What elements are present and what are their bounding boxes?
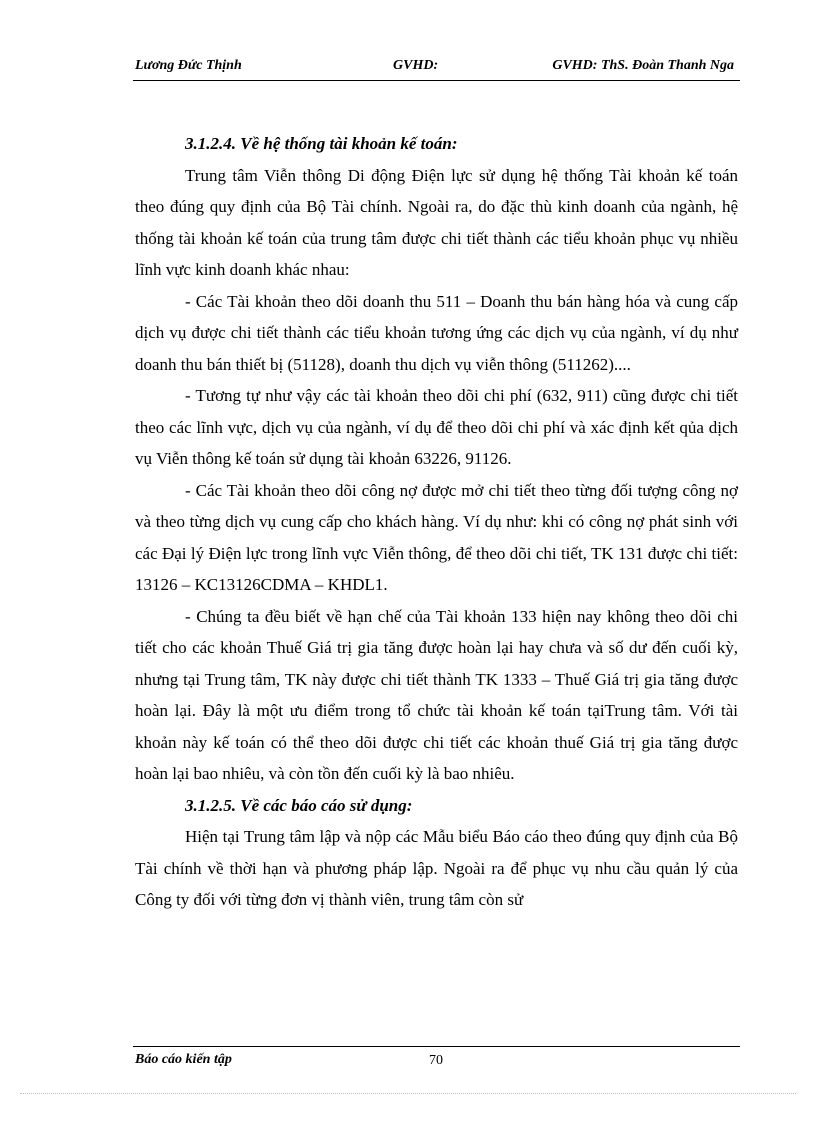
- section-heading-reports: 3.1.2.5. Về các báo cáo sử dụng:: [185, 795, 413, 815]
- section-heading-accounts: 3.1.2.4. Về hệ thống tài khoản kế toán:: [185, 134, 458, 153]
- paragraph-expense-accounts: - Tương tự như vậy các tài khoản theo dõi chi phí (632, 911) cũng được chi tiết theo các lĩnh vực, dịch vụ của ngành, ví dụ để theo dõi chi phí và xác định kết qủa dịch vụ Viễn thông kế toán sử dụng tài khoản 63226, 91126.: [135, 386, 738, 468]
- paragraph-intro: Trung tâm Viễn thông Di động Điện lực sử dụng hệ thống Tài khoản kế toán theo đúng quy định của Bộ Tài chính. Ngoài ra, do đặc thù kinh doanh của ngành, hệ thống tài khoản kế toán của trung tâm được chi tiết thành các tiểu khoản phục vụ nhiều lĩnh vực kinh doanh khác nhau:: [135, 165, 738, 279]
- paragraph-reports: Hiện tại Trung tâm lập và nộp các Mẫu biểu Báo cáo theo đúng quy định của Bộ Tài chính về thời hạn và phương pháp lập. Ngoài ra để phục vụ nhu cầu quản lý của Công ty đối với từng đơn vị thành viên, trung tâm còn sử: [135, 827, 738, 909]
- paragraph-revenue-accounts: - Các Tài khoản theo dõi doanh thu 511 – Doanh thu bán hàng hóa và cung cấp dịch vụ được chi tiết thành các tiểu khoản tương ứng các dịch vụ của ngành, ví dụ như doanh thu bán thiết bị (51128), doanh thu dịch vụ viễn thông (511262)....: [135, 291, 738, 374]
- page-edge-divider: [20, 1093, 796, 1094]
- header-gvhd-label: GVHD:: [393, 58, 439, 73]
- page-header: [133, 54, 740, 81]
- header-supervisor: GVHD: ThS. Đoàn Thanh Nga: [552, 58, 734, 73]
- paragraph-vat-account: - Chúng ta đều biết về hạn chế của Tài khoản 133 hiện nay không theo dõi chi tiết cho các khoản Thuế Giá trị gia tăng được hoàn lại hay chưa và số dư đến cuối kỳ, nhưng tại Trung tâm, TK này được chi tiết thành TK 1333 – Thuế Giá trị gia tăng được hoàn lại. Đây là một ưu điểm trong tổ chức tài khoản kế toán tạiTrung tâm. Với tài khoản này kế toán có thể theo dõi được chi tiết các khoản thuế Giá trị gia tăng được hoàn lại bao nhiêu, và còn tồn đến cuối kỳ là bao nhiêu.: [135, 606, 738, 783]
- header-author: Lương Đức Thịnh: [135, 58, 242, 73]
- page-number: 70: [429, 1053, 443, 1068]
- paragraph-debt-accounts: - Các Tài khoản theo dõi công nợ được mở chi tiết theo từng đối tượng công nợ và theo từng dịch vụ cung cấp cho khách hàng. Ví dụ như: khi có công nợ phát sinh với các Đại lý Điện lực trong lĩnh vực Viễn thông, để theo dõi chi tiết, TK 131 được chi tiết: 13126 – KC13126CDMA – KHDL1.: [135, 480, 738, 594]
- footer-title: Báo cáo kiến tập: [135, 1052, 232, 1067]
- document-body: [135, 128, 738, 916]
- page-footer: [133, 1046, 740, 1071]
